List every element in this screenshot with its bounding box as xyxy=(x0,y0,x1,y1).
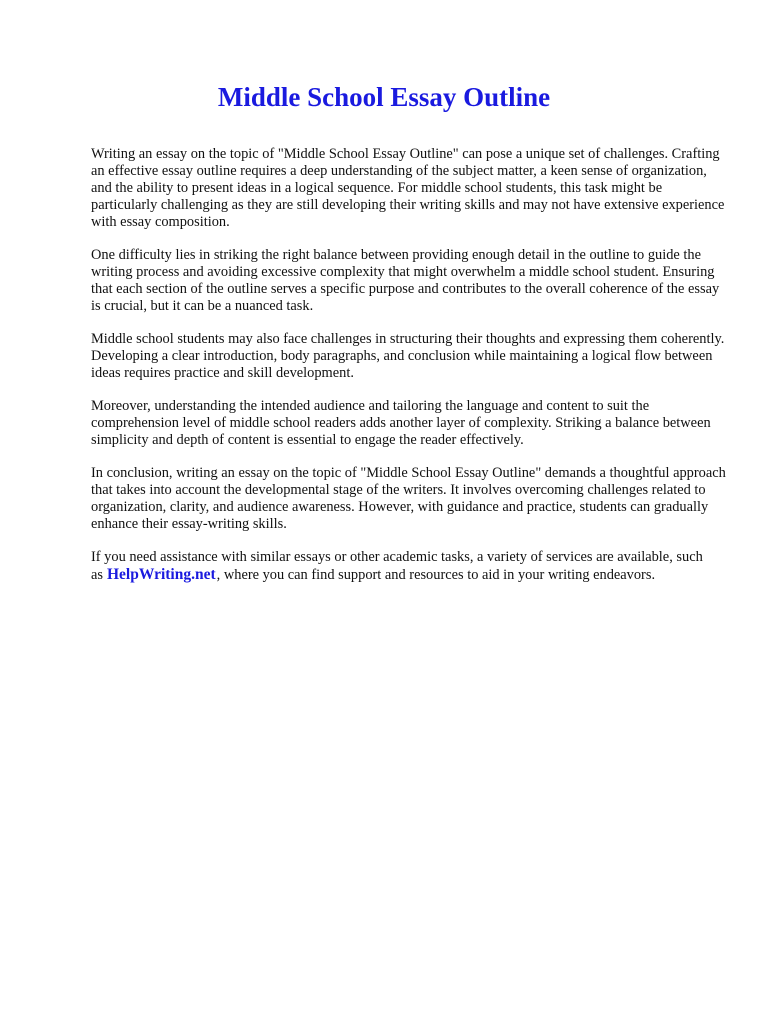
paragraph-2: One difficulty lies in striking the right balance between providing enough detail in the outline to guide the writing process and avoiding excessive complexity that might overwhelm a middle school student. Ensuring that each section of the outline serves a specific purpose and contributes to the overall coherence of the essay is crucial, but it can be a nuanced task. xyxy=(91,247,720,314)
document-body xyxy=(91,146,727,600)
closing-text-after-link: , where you can find support and resources to aid in your writing endeavors. xyxy=(216,567,656,583)
paragraph-1: Writing an essay on the topic of "Middle School Essay Outline" can pose a unique set of challenges. Crafting an effective essay outline requires a deep understanding of the subject matter, a keen sense of organization, and the ability to present ideas in a logical sequence. For middle school students, this task might be particularly challenging as they are still developing their writing skills and may not have extensive experience with essay composition. xyxy=(91,146,725,230)
helpwriting-link[interactable]: HelpWriting.net xyxy=(107,566,216,583)
closing-text-before-link: If you need assistance with similar essays or other academic tasks, a variety of services are available, such as xyxy=(91,549,703,583)
closing-paragraph xyxy=(91,549,727,584)
page-title: Middle School Essay Outline xyxy=(217,82,551,112)
paragraph-3: Middle school students may also face challenges in structuring their thoughts and expressing them coherently. Developing a clear introduction, body paragraphs, and conclusion while maintaining a logical flow between ideas requires practice and skill development. xyxy=(91,331,725,381)
paragraph-4: Moreover, understanding the intended audience and tailoring the language and content to suit the comprehension level of middle school readers adds another layer of complexity. Striking a balance between simplicity and depth of content is essential to engage the reader effectively. xyxy=(91,398,711,448)
paragraph-5: In conclusion, writing an essay on the topic of "Middle School Essay Outline" demands a thoughtful approach that takes into account the developmental stage of the writers. It involves overcoming challenges related to organization, clarity, and audience awareness. However, with guidance and practice, students can gradually enhance their essay-writing skills. xyxy=(91,465,726,532)
